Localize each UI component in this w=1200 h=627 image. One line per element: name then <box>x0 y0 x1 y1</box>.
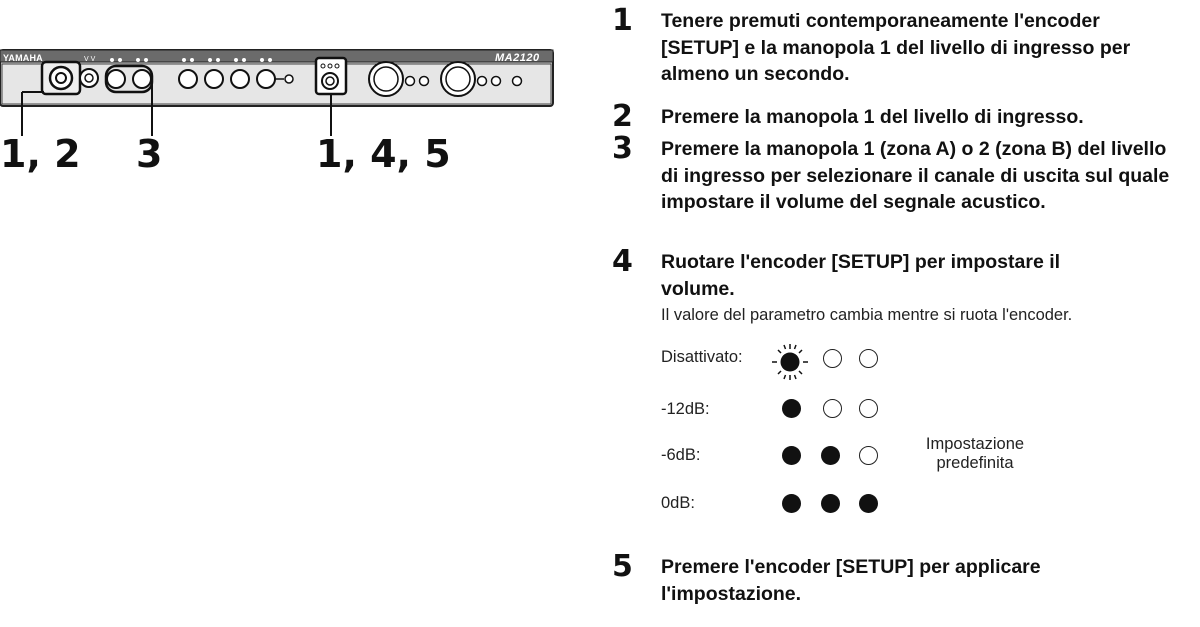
led-on <box>782 399 801 418</box>
step-number: 1 <box>612 3 633 38</box>
amplifier-front-panel <box>0 44 555 114</box>
step-text: Premere l'encoder [SETUP] per applicare l'impostazione. <box>661 556 1041 605</box>
brand-logo-text: YAMAHA <box>3 53 43 63</box>
step-text: Ruotare l'encoder [SETUP] per impostare il volume. <box>661 251 1061 300</box>
callout-steps-1-2: 1, 2 <box>0 132 81 176</box>
step-text: Premere la manopola 1 del livello di ingresso. <box>661 106 1084 128</box>
led-on <box>782 446 801 465</box>
model-name: MA2120 <box>495 52 540 64</box>
blinking-led-icon <box>770 342 810 382</box>
svg-text:V V: V V <box>84 56 96 63</box>
led-off <box>823 399 842 418</box>
step-number: 2 <box>612 99 633 134</box>
led-on <box>821 446 840 465</box>
step-number: 5 <box>612 549 633 584</box>
step-note: Il valore del parametro cambia mentre si ruota l'encoder. <box>661 306 1073 324</box>
led-off <box>859 349 878 368</box>
callout-step-3: 3 <box>136 132 163 176</box>
step-text: Premere la manopola 1 (zona A) o 2 (zona B) del livello di ingresso per selezionare il canale di uscita sul quale impostare il volume del segnale acustico. <box>661 138 1170 213</box>
led-off <box>859 399 878 418</box>
led-off <box>859 446 878 465</box>
led-off <box>823 349 842 368</box>
level-label-minus12: -12dB: <box>661 400 710 418</box>
step-text: Tenere premuti contemporaneamente l'encoder [SETUP] e la manopola 1 del livello di ingresso per almeno un secondo. <box>661 10 1131 85</box>
step-number: 4 <box>612 244 633 279</box>
led-on <box>821 494 840 513</box>
step-number: 3 <box>612 131 633 166</box>
default-setting-note: Impostazione predefinita <box>925 435 1025 472</box>
amplifier-panel-drawing <box>0 44 555 114</box>
level-label-minus6: -6dB: <box>661 446 701 464</box>
level-label-0db: 0dB: <box>661 494 695 512</box>
led-on <box>859 494 878 513</box>
callout-steps-1-4-5: 1, 4, 5 <box>316 132 451 176</box>
level-label-off: Disattivato: <box>661 348 743 366</box>
led-on <box>782 494 801 513</box>
